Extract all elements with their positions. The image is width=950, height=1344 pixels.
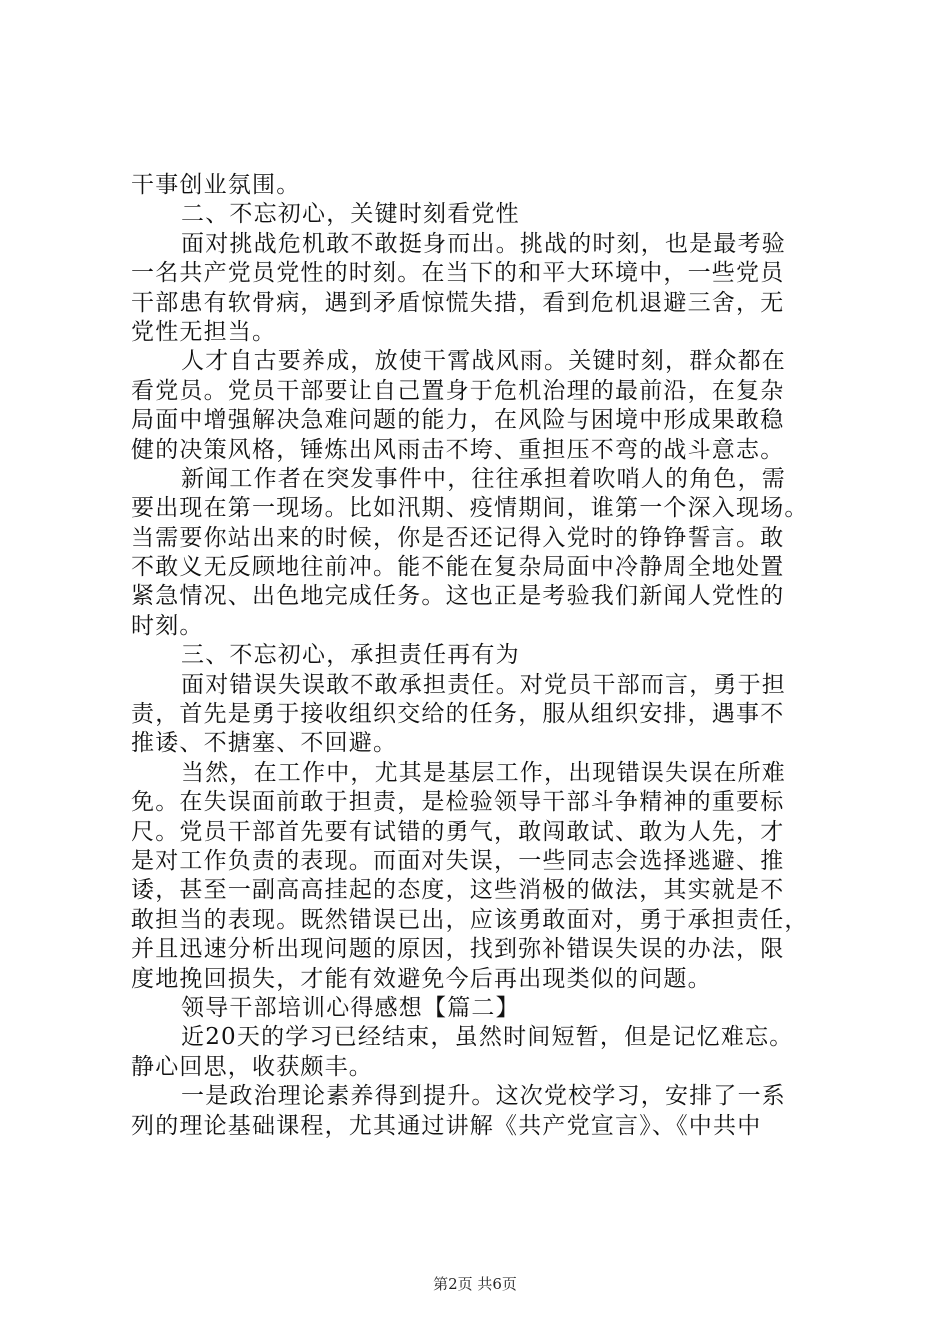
text-line: 一是政治理论素养得到提升。这次党校学习，安排了一系 [181,1083,786,1110]
text-line: 当需要你站出来的时候，你是否还记得入党时的铮铮誓言。敢 [131,524,785,551]
text-line: 面对挑战危机敢不敢挺身而出。挑战的时刻，也是最考验 [181,230,786,257]
text-line: 近20天的学习已经结束，虽然时间短暂，但是记忆难忘。 [181,1024,794,1051]
text-line: 并且迅速分析出现问题的原因，找到弥补错误失误的办法，限 [131,936,785,963]
document-body [131,171,831,1141]
text-line: 免。在失误面前敢于担责，是检验领导干部斗争精神的重要标 [131,789,785,816]
text-line: 不敢义无反顾地往前冲。能不能在复杂局面中冷静周全地处置 [131,554,785,581]
text-line: 健的决策风格，锤炼出风雨击不垮、重担压不弯的战斗意志。 [131,436,785,463]
text-line: 二、不忘初心，关键时刻看党性 [181,201,520,228]
text-line: 是对工作负责的表现。而面对失误，一些同志会选择逃避、推 [131,847,785,874]
text-line: 敢担当的表现。既然错误已出，应该勇敢面对，勇于承担责任， [131,906,809,933]
text-line: 领导干部培训心得感想【篇二】 [181,994,520,1021]
text-line: 紧急情况、出色地完成任务。这也正是考验我们新闻人党性的 [131,583,785,610]
text-line: 人才自古要养成，放使干霄战风雨。关键时刻，群众都在 [181,348,786,375]
text-line: 尺。党员干部首先要有试错的勇气，敢闯敢试、敢为人先，才 [131,818,785,845]
text-line: 要出现在第一现场。比如汛期、疫情期间，谁第一个深入现场。 [131,495,809,522]
text-line: 局面中增强解决急难问题的能力，在风险与困境中形成果敢稳 [131,407,785,434]
text-line: 时刻。 [131,612,204,639]
text-line: 推诿、不搪塞、不回避。 [131,730,398,757]
text-line: 静心回思，收获颇丰。 [131,1053,373,1080]
text-line: 当然，在工作中，尤其是基层工作，出现错误失误在所难 [181,759,786,786]
text-line: 新闻工作者在突发事件中，往往承担着吹哨人的角色，需 [181,465,786,492]
text-line: 干部患有软骨病，遇到矛盾惊慌失措，看到危机退避三舍，无 [131,289,785,316]
text-line: 度地挽回损失，才能有效避免今后再出现类似的问题。 [131,965,712,992]
text-line: 面对错误失误敢不敢承担责任。对党员干部而言，勇于担 [181,671,786,698]
text-line: 三、不忘初心，承担责任再有为 [181,642,520,669]
text-line: 列的理论基础课程，尤其通过讲解《共产党宣言》、《中共中 [131,1112,762,1139]
page-footer: 第2页 共6页 [433,1275,517,1293]
text-line: 责，首先是勇于接收组织交给的任务，服从组织安排，遇事不 [131,701,785,728]
text-line: 诿，甚至一副高高挂起的态度，这些消极的做法，其实就是不 [131,877,785,904]
text-line: 一名共产党员党性的时刻。在当下的和平大环境中，一些党员 [131,260,785,287]
text-line: 看党员。党员干部要让自己置身于危机治理的最前沿，在复杂 [131,377,785,404]
text-line: 党性无担当。 [131,318,277,345]
text-line: 干事创业氛围。 [131,172,301,198]
